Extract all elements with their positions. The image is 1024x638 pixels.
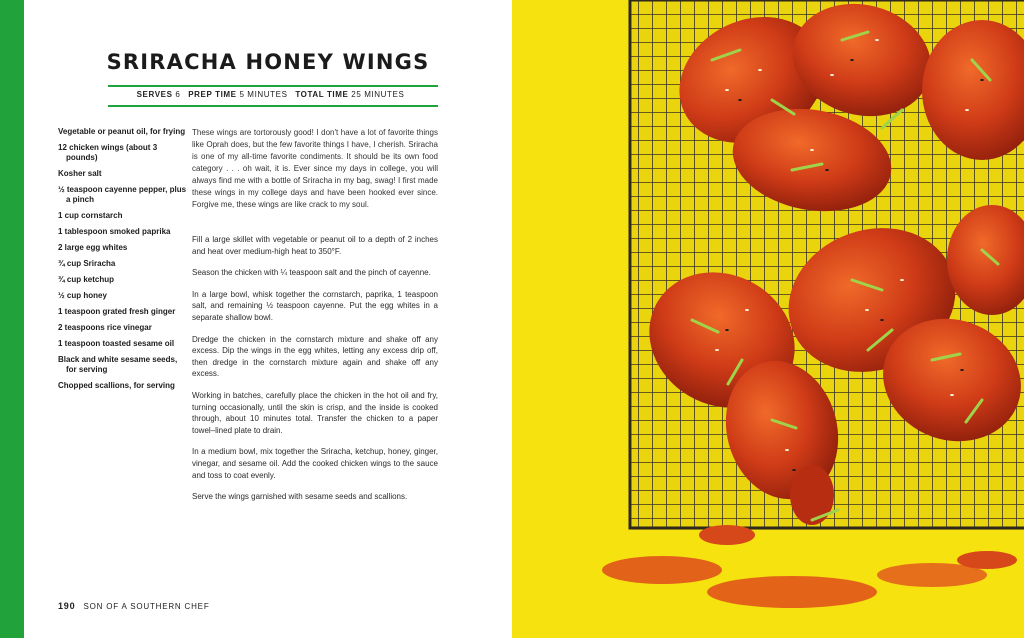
title-rule-bottom: [108, 105, 438, 107]
ingredient-item: 1 teaspoon toasted sesame oil: [58, 339, 175, 348]
wings-photo: [512, 0, 1024, 638]
step-paragraph: Season the chicken with ¼ teaspoon salt and the pinch of cayenne.: [192, 268, 431, 278]
page-number: 190: [58, 601, 76, 611]
recipe-steps: [192, 234, 438, 513]
serves-label: SERVES: [136, 90, 173, 99]
ingredient-item: ¾ cup Sriracha: [58, 259, 116, 268]
book-title: SON OF A SOUTHERN CHEF: [83, 602, 210, 611]
ingredient-item: 1 teaspoon grated fresh ginger: [58, 307, 176, 316]
recipe-meta: [108, 90, 438, 99]
ingredient-item: 1 tablespoon smoked paprika: [58, 227, 171, 236]
ingredient-item: Vegetable or peanut oil, for frying: [58, 127, 186, 136]
step-paragraph: Serve the wings garnished with sesame seeds and scallions.: [192, 492, 408, 502]
step-paragraph: Fill a large skillet with vegetable or peanut oil to a depth of 2 inches and heat over medium-high heat to 350°F.: [192, 235, 438, 256]
total-time-label: TOTAL TIME: [295, 90, 349, 99]
recipe-page: [24, 0, 512, 638]
ingredient-item: ¾ cup ketchup: [58, 275, 115, 284]
ingredient-item: ½ cup honey: [58, 291, 107, 300]
prep-time-label: PREP TIME: [188, 90, 237, 99]
ingredient-item: Kosher salt: [58, 169, 102, 178]
green-edge-bar: [0, 0, 24, 638]
recipe-intro: These wings are tortorously good! I don't have a lot of favorite things like Oprah does, but the few favorite things I have, I cherish. Sriracha is one of my all-time favorite condiments. It should be its own food category . . . oh wait, it is. Ever since my days in college, you will always find me with a bottle of Sriracha in my bag, swag! I first made these wings in my college days and have been hooked ever since. Forgive me, these wings are like crack to my soul.: [192, 128, 438, 209]
ingredient-item: 1 cup cornstarch: [58, 211, 123, 220]
step-paragraph: In a large bowl, whisk together the cornstarch, paprika, 1 teaspoon salt, and remaining ½ teaspoon cayenne. Put the egg whites in a separate shallow bowl.: [192, 289, 438, 322]
ingredient-item: 2 teaspoons rice vinegar: [58, 323, 152, 332]
step-paragraph: Dredge the chicken in the cornstarch mixture and shake off any excess. Dip the wings in the egg whites, letting any excess drip off, then dredge in the cornstarch mixture again and shake off any excess.: [192, 334, 438, 379]
ingredient-item: Black and white sesame seeds, for serving: [58, 355, 178, 374]
wings-on-cooling-rack-icon: [512, 0, 1024, 638]
ingredient-item: Chopped scallions, for serving: [58, 381, 175, 390]
total-time-value: 25 MINUTES: [351, 90, 405, 99]
recipe-title: SRIRACHA HONEY WINGS: [106, 50, 430, 74]
title-rule-top: [108, 85, 438, 87]
ingredient-list: [58, 127, 188, 397]
prep-time-value: 5 MINUTES: [239, 90, 288, 99]
ingredient-item: 12 chicken wings (about 3 pounds): [58, 143, 158, 162]
ingredient-item: 2 large egg whites: [58, 243, 128, 252]
ingredient-item: ½ teaspoon cayenne pepper, plus a pinch: [58, 185, 187, 204]
serves-value: 6: [175, 90, 181, 99]
step-paragraph: In a medium bowl, mix together the Sriracha, ketchup, honey, ginger, vinegar, and sesame oil. Add the cooked chicken wings to the sauce and toss to coat evenly.: [192, 447, 438, 480]
step-paragraph: Working in batches, carefully place the chicken in the hot oil and fry, turning occasionally, until the skin is crisp, and the inside is cooked through, about 10 minutes total. Transfer the chicken to a paper towel–lined plate to drain.: [192, 390, 438, 435]
page-footer: [58, 601, 210, 611]
